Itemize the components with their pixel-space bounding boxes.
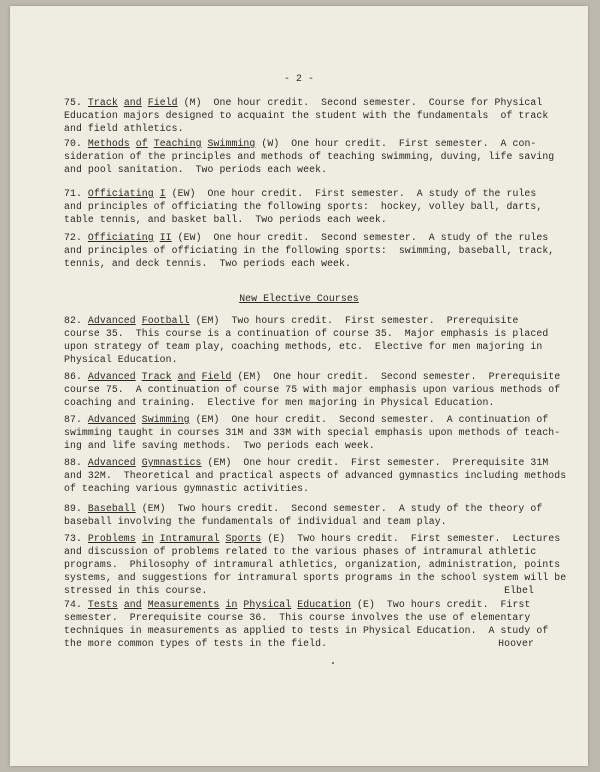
course-description-line <box>64 515 534 528</box>
course-title-word: Teaching <box>153 138 202 149</box>
course-title-word: Track <box>87 97 118 108</box>
course-entry <box>64 532 567 597</box>
course-description-text: tennis, and deck tennis. Two periods each week. <box>64 258 351 269</box>
course-details: (E) Two hours credit. First semester. Lectures <box>261 533 561 544</box>
course-description-text: course 35. This course is a continuation of course 35. Major emphasis is placed <box>64 328 549 339</box>
course-number: 82. <box>64 315 82 326</box>
course-description-line <box>64 353 534 366</box>
course-title-word: Advanced <box>87 315 136 326</box>
course-entry <box>64 502 543 528</box>
course-title-word: II <box>159 232 172 243</box>
course-title-word: Field <box>201 371 232 382</box>
course-description-text: Education majors designed to acquaint the student with the fundamentals of track <box>64 110 549 121</box>
course-description-text: and 32M. Theoretical and practical aspects of advanced gymnastics including methods <box>64 470 567 481</box>
course-heading-line <box>64 598 534 611</box>
course-heading-line <box>64 413 549 426</box>
course-title-word: in <box>225 599 238 610</box>
course-heading-line <box>64 532 561 545</box>
course-entry <box>64 370 561 409</box>
course-details: (EW) One hour credit. First semester. A study of the rules <box>165 188 537 199</box>
course-description-line <box>64 545 537 558</box>
instructor-signature: Elbel <box>504 585 534 596</box>
course-description-text: upon strategy of team play, coaching methods, etc. Elective for men majoring in <box>64 341 543 352</box>
course-description-text: course 75. A continuation of course 75 with major emphasis upon various methods of <box>64 384 561 395</box>
course-title-word: of <box>135 138 148 149</box>
course-entry <box>64 137 555 176</box>
course-title-word: Advanced <box>87 414 136 425</box>
course-description-text: and principles of officiating in the following sports: swimming, baseball, track, <box>64 245 555 256</box>
course-description-text: and discussion of problems related to the various phases of intramural athletic <box>64 546 537 557</box>
course-number: 71. <box>64 188 82 199</box>
course-description-text: baseball involving the fundamentals of individual and team play. <box>64 516 447 527</box>
course-description-text: stressed in this course. <box>64 585 208 596</box>
course-number: 73. <box>64 533 82 544</box>
course-description-line <box>64 244 555 257</box>
course-description-text: sideration of the principles and methods of teaching swimming, duving, life saving <box>64 151 555 162</box>
course-details: (EM) Two hours credit. Second semester. A study of the theory of <box>135 503 543 514</box>
course-entry <box>64 598 549 650</box>
course-number: 89. <box>64 503 82 514</box>
course-entry <box>64 456 567 495</box>
course-entry <box>64 314 549 366</box>
course-description-line <box>64 213 534 226</box>
course-title-word: and <box>177 371 196 382</box>
course-details: (E) Two hours credit. First <box>351 599 531 610</box>
course-description-line <box>64 558 561 571</box>
course-description-line <box>64 637 534 650</box>
course-title-word: Advanced <box>87 371 136 382</box>
course-description-line <box>64 150 555 163</box>
course-title-word: Swimming <box>141 414 190 425</box>
course-heading-line <box>64 456 549 469</box>
course-description-line <box>64 340 543 353</box>
course-details: (EM) One hour credit. Second semester. Prerequisite <box>231 371 561 382</box>
course-description-line <box>64 439 534 452</box>
course-title-word: Football <box>141 315 190 326</box>
course-description-text: coaching and training. Elective for men majoring in Physical Education. <box>64 397 495 408</box>
course-description-text: ing and life saving methods. Two periods each week. <box>64 440 375 451</box>
course-details: (W) One hour credit. First semester. A con- <box>255 138 537 149</box>
course-description-line <box>64 327 549 340</box>
course-entry <box>64 187 543 226</box>
course-description-line <box>64 122 534 135</box>
course-number: 72. <box>64 232 82 243</box>
instructor-signature: Hoover <box>498 638 534 649</box>
course-description-line <box>64 383 561 396</box>
course-details: (EM) One hour credit. First semester. Prerequisite 31M <box>201 457 549 468</box>
course-heading-line <box>64 502 543 515</box>
course-heading-line <box>64 137 537 150</box>
course-title-word: Officiating <box>87 232 154 243</box>
course-entry <box>64 96 549 135</box>
course-title-word: Track <box>141 371 172 382</box>
course-description-line <box>64 163 534 176</box>
document-page <box>10 6 588 766</box>
course-title-word: Field <box>147 97 178 108</box>
course-title-word: Methods <box>87 138 130 149</box>
section-heading: New Elective Courses <box>239 293 359 304</box>
course-number: 88. <box>64 457 82 468</box>
course-number: 75. <box>64 97 82 108</box>
course-description-text: swimming taught in courses 31M and 33M with special emphasis upon methods of teach- <box>64 427 561 438</box>
course-title-word: Intramural <box>159 533 220 544</box>
course-details: (M) One hour credit. Second semester. Course for Physical <box>177 97 543 108</box>
course-description-line <box>64 584 534 597</box>
course-description-line <box>64 109 549 122</box>
course-title-word: Sports <box>225 533 262 544</box>
course-heading-line <box>64 187 537 200</box>
course-description-line <box>64 396 534 409</box>
course-description-line <box>64 426 561 439</box>
course-description-text: and pool sanitation. Two periods each week. <box>64 164 328 175</box>
course-description-text: programs. Philosophy of intramural athletics, organization, administration, points <box>64 559 561 570</box>
course-description-text: and principles of officiating the following sports: hockey, volley ball, darts, <box>64 201 543 212</box>
course-title-word: Advanced <box>87 457 136 468</box>
ink-speck <box>332 662 334 664</box>
course-title-word: and <box>123 599 142 610</box>
course-title-word: Gymnastics <box>141 457 202 468</box>
course-details: (EM) One hour credit. Second semester. A continuation of <box>189 414 549 425</box>
course-description-text: of teaching various gymnastic activities. <box>64 483 310 494</box>
course-title-word: and <box>123 97 142 108</box>
course-number: 86. <box>64 371 82 382</box>
course-description-line <box>64 571 567 584</box>
course-entry <box>64 413 561 452</box>
course-description-text: techniques in measurements as applied to tests in Physical Education. A study of <box>64 625 549 636</box>
course-heading-line <box>64 231 549 244</box>
course-number: 87. <box>64 414 82 425</box>
course-description-text: semester. Prerequisite course 36. This course involves the use of elementary <box>64 612 531 623</box>
course-title-word: Problems <box>87 533 136 544</box>
course-title-word: Officiating <box>87 188 154 199</box>
course-title-word: Education <box>297 599 352 610</box>
course-description-text: systems, and suggestions for intramural sports programs in the school system will be <box>64 572 567 583</box>
course-description-text: table tennis, and basket ball. Two periods each week. <box>64 214 387 225</box>
course-title-word: Physical <box>243 599 292 610</box>
course-description-line <box>64 257 534 270</box>
course-title-word: Tests <box>87 599 118 610</box>
course-title-word: Baseball <box>87 503 136 514</box>
course-title-word: Swimming <box>207 138 256 149</box>
course-entry <box>64 231 555 270</box>
course-description-text: Physical Education. <box>64 354 178 365</box>
course-description-line <box>64 611 534 624</box>
course-description-line <box>64 469 567 482</box>
course-details: (EW) One hour credit. Second semester. A study of the rules <box>171 232 549 243</box>
course-number: 74. <box>64 599 82 610</box>
course-description-text: and field athletics. <box>64 123 184 134</box>
course-description-line <box>64 624 549 637</box>
course-title-word: in <box>141 533 154 544</box>
course-heading-line <box>64 96 543 109</box>
course-details: (EM) Two hours credit. First semester. Prerequisite <box>189 315 519 326</box>
course-title-word: I <box>159 188 166 199</box>
course-description-text: the more common types of tests in the field. <box>64 638 328 649</box>
course-description-line <box>64 482 534 495</box>
course-number: 70. <box>64 138 82 149</box>
course-heading-line <box>64 370 561 383</box>
page-number: - 2 - <box>284 73 314 84</box>
course-title-word: Measurements <box>147 599 220 610</box>
course-heading-line <box>64 314 534 327</box>
course-description-line <box>64 200 543 213</box>
